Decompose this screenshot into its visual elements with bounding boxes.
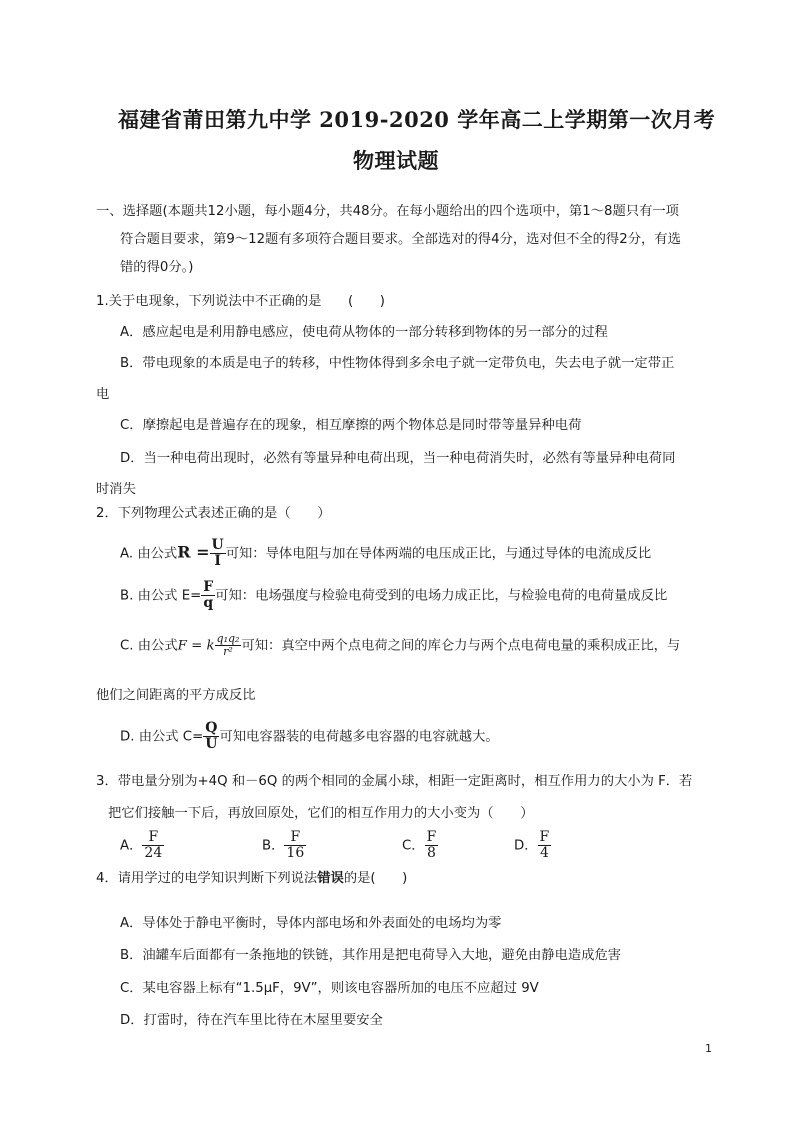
q2-b-prefix: B. 由公式 E= (120, 588, 202, 604)
q2-d-numerator: Q (203, 721, 219, 737)
q4-option-a: A．导体处于静电平衡时，导体内部电场和外表面处的电场均为零 (120, 916, 502, 931)
q3-option-d-denominator: 4 (539, 845, 549, 861)
q2-c-denominator: r² (223, 645, 233, 658)
q2-option-d (120, 721, 499, 752)
q3-option-c (402, 830, 438, 861)
q3-option-b-label: B． (262, 838, 285, 854)
q2-d-text: 可知电容器装的电荷越多电容器的电容就越大。 (219, 729, 499, 745)
q2-c-text: 可知：真空中两个点电荷之间的库仑力与两个点电荷电量的乘积成正比，与 (241, 638, 681, 654)
q2-a-prefix: A. 由公式 (120, 546, 178, 562)
q2-a-fraction (210, 538, 226, 569)
q4-stem-suffix: 的是( ) (343, 871, 408, 886)
q2-a-text: 可知：导体电阻与加在导体两端的电压成正比，与通过导体的电流成反比 (225, 546, 652, 562)
q2-d-denominator: U (205, 736, 218, 752)
q3-option-c-label: C． (402, 838, 425, 854)
q4-stem-prefix: 4．请用学过的电学知识判断下列说法 (96, 871, 318, 886)
q3-option-c-denominator: 8 (426, 845, 436, 861)
q4-stem-emphasis: 错误 (317, 871, 344, 886)
q3-option-a-fraction (142, 830, 164, 861)
q3-option-b-numerator: F (284, 830, 306, 846)
q4-option-c: C．某电容器上标有“1.5μF，9V”，则该电容器所加的电压不应超过 9V (120, 981, 539, 996)
q3-option-a (120, 830, 164, 861)
q3-option-c-numerator: F (426, 829, 437, 845)
q4-stem (96, 869, 407, 889)
q2-option-b (120, 580, 667, 611)
q3-option-a-label: A． (120, 838, 143, 854)
q3-stem: 3．带电量分别为+4Q 和－6Q 的两个相同的金属小球，相距一定距离时，相互作用力的大小为 F．若 (96, 774, 693, 789)
q2-c-prefix: C. 由公式 (120, 638, 178, 654)
q2-d-fraction (203, 721, 219, 752)
exam-title: 福建省莆田第九中学 2019-2020 学年高二上学期第一次月考 (118, 107, 716, 132)
q2-a-lhs: R = (177, 542, 210, 562)
q4-option-b: B．油罐车后面都有一条拖地的铁链，其作用是把电荷导入大地，避免由静电造成危害 (120, 948, 622, 963)
q3-option-c-fraction (425, 830, 439, 861)
q3-option-b (262, 830, 306, 861)
page-number: 1 (705, 1042, 712, 1055)
q1-option-d: D．当一种电荷出现时，必然有等量异种电荷出现，当一种电荷消失时，必然有等量异种电荷同 (120, 451, 676, 466)
q3-option-d (514, 830, 551, 861)
instructions-line-2: 符合题目要求，第9～12题有多项符合题目要求。全部选对的得4分，选对但不全的得2分，有选 (120, 232, 681, 247)
q3-option-d-numerator: F (539, 829, 550, 845)
q2-stem: 2．下列物理公式表述正确的是（ ） (96, 506, 331, 521)
q2-option-c-cont: 他们之间距离的平方成反比 (96, 688, 256, 703)
q2-d-prefix: D. 由公式 C= (120, 729, 204, 745)
instructions-line-3: 错的得0分。) (120, 260, 194, 275)
q3-option-b-fraction (284, 830, 306, 861)
q1-option-b: B．带电现象的本质是电子的转移，中性物体得到多余电子就一定带负电，失去电子就一定带正 (120, 356, 675, 371)
q3-option-d-fraction (538, 830, 552, 861)
q2-option-c (120, 633, 680, 658)
q1-option-b-cont: 电 (96, 387, 110, 402)
q2-c-lhs: F = k (177, 638, 215, 654)
exam-subtitle: 物理试题 (353, 148, 439, 173)
q2-option-a (120, 538, 651, 569)
q1-option-c: C．摩擦起电是普遍存在的现象，相互摩擦的两个物体总是同时带等量异种电荷 (120, 418, 582, 433)
q2-c-numerator: q₁q₂ (216, 632, 240, 645)
q1-stem: 1.关于电现象，下列说法中不正确的是 ( ) (96, 294, 385, 309)
q3-option-a-denominator: 24 (144, 845, 163, 861)
q3-stem-cont: 把它们接触一下后，再放回原处，它们的相互作用力的大小变为（ ） (108, 806, 534, 821)
q2-a-numerator: U (211, 537, 224, 553)
q2-b-denominator: q (203, 595, 214, 611)
q2-c-fraction (215, 633, 242, 658)
q3-option-d-label: D． (514, 838, 538, 854)
q1-option-d-cont: 时消失 (96, 482, 136, 497)
q4-option-d: D．打雷时，待在汽车里比待在木屋里要安全 (120, 1013, 383, 1028)
q3-option-a-numerator: F (142, 830, 164, 846)
q2-a-denominator: I (214, 553, 221, 569)
q3-option-b-denominator: 16 (286, 845, 305, 861)
q2-b-text: 可知：电场强度与检验电荷受到的电场力成正比，与检验电荷的电荷量成反比 (215, 588, 668, 604)
q1-option-a: A．感应起电是利用静电感应，使电荷从物体的一部分转移到物体的另一部分的过程 (120, 325, 608, 340)
q2-b-numerator: F (203, 579, 214, 595)
q2-b-fraction (201, 580, 215, 611)
instructions-line-1: 一、选择题(本题共12小题，每小题4分，共48分。在每小题给出的四个选项中，第1～8题只有一项 (96, 204, 679, 219)
